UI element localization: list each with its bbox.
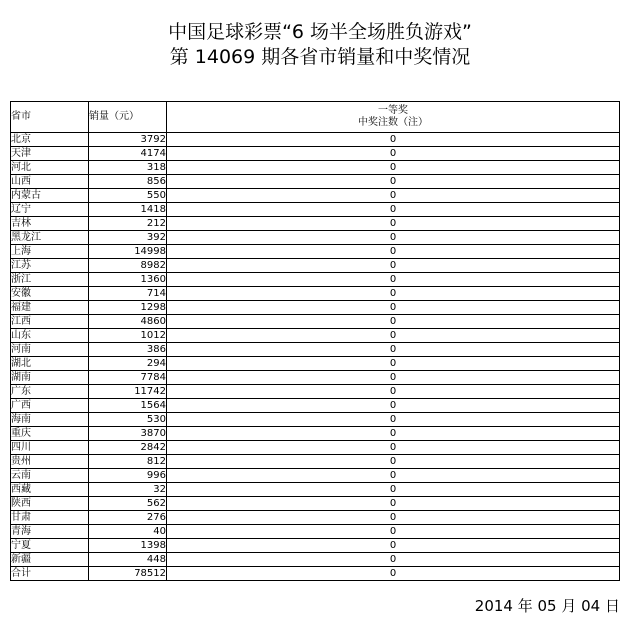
province-cell: 山西 bbox=[11, 175, 89, 189]
table-row bbox=[11, 469, 620, 483]
header-prize-line2: 中奖注数（注） bbox=[358, 117, 428, 128]
sales-cell: 276 bbox=[89, 511, 167, 525]
province-cell: 广东 bbox=[11, 385, 89, 399]
sales-cell: 2842 bbox=[89, 441, 167, 455]
table-row bbox=[11, 133, 620, 147]
table-row bbox=[11, 539, 620, 553]
sales-cell: 562 bbox=[89, 497, 167, 511]
winners-cell: 0 bbox=[167, 357, 620, 371]
table-row bbox=[11, 371, 620, 385]
table-row bbox=[11, 315, 620, 329]
province-cell: 内蒙古 bbox=[11, 189, 89, 203]
sales-cell: 856 bbox=[89, 175, 167, 189]
sales-cell: 448 bbox=[89, 553, 167, 567]
table-body bbox=[11, 133, 620, 581]
winners-cell: 0 bbox=[167, 553, 620, 567]
sales-cell: 1360 bbox=[89, 273, 167, 287]
province-cell: 山东 bbox=[11, 329, 89, 343]
winners-cell: 0 bbox=[167, 217, 620, 231]
table-row bbox=[11, 455, 620, 469]
province-cell: 江西 bbox=[11, 315, 89, 329]
sales-cell: 294 bbox=[89, 357, 167, 371]
province-cell: 广西 bbox=[11, 399, 89, 413]
province-cell: 青海 bbox=[11, 525, 89, 539]
table-row bbox=[11, 189, 620, 203]
sales-cell: 212 bbox=[89, 217, 167, 231]
winners-cell: 0 bbox=[167, 161, 620, 175]
sales-cell: 4860 bbox=[89, 315, 167, 329]
sales-cell: 32 bbox=[89, 483, 167, 497]
winners-cell: 0 bbox=[167, 301, 620, 315]
sales-cell: 1418 bbox=[89, 203, 167, 217]
winners-cell: 0 bbox=[167, 539, 620, 553]
province-cell: 江苏 bbox=[11, 259, 89, 273]
winners-cell: 0 bbox=[167, 455, 620, 469]
sales-table bbox=[10, 101, 620, 581]
table-row bbox=[11, 175, 620, 189]
table-row bbox=[11, 147, 620, 161]
table-row bbox=[11, 483, 620, 497]
winners-cell: 0 bbox=[167, 329, 620, 343]
table-row bbox=[11, 343, 620, 357]
winners-cell: 0 bbox=[167, 371, 620, 385]
table-row bbox=[11, 497, 620, 511]
province-cell: 新疆 bbox=[11, 553, 89, 567]
sales-cell: 1298 bbox=[89, 301, 167, 315]
sales-cell: 392 bbox=[89, 231, 167, 245]
province-cell: 湖南 bbox=[11, 371, 89, 385]
sales-cell: 812 bbox=[89, 455, 167, 469]
winners-cell: 0 bbox=[167, 315, 620, 329]
province-cell: 湖北 bbox=[11, 357, 89, 371]
sales-cell: 386 bbox=[89, 343, 167, 357]
winners-cell: 0 bbox=[167, 245, 620, 259]
province-cell: 辽宁 bbox=[11, 203, 89, 217]
table-row bbox=[11, 217, 620, 231]
winners-cell: 0 bbox=[167, 147, 620, 161]
sales-cell: 3870 bbox=[89, 427, 167, 441]
table-row bbox=[11, 385, 620, 399]
table-row bbox=[11, 427, 620, 441]
sales-cell: 11742 bbox=[89, 385, 167, 399]
province-cell: 上海 bbox=[11, 245, 89, 259]
sales-cell: 40 bbox=[89, 525, 167, 539]
table-row bbox=[11, 231, 620, 245]
sales-cell: 78512 bbox=[89, 567, 167, 581]
table-row bbox=[11, 413, 620, 427]
winners-cell: 0 bbox=[167, 273, 620, 287]
winners-cell: 0 bbox=[167, 525, 620, 539]
winners-cell: 0 bbox=[167, 483, 620, 497]
report-subtitle: 第 14069 期各省市销量和中奖情况 bbox=[169, 46, 471, 68]
province-cell: 甘肃 bbox=[11, 511, 89, 525]
province-cell: 宁夏 bbox=[11, 539, 89, 553]
report-date: 2014 年 05 月 04 日 bbox=[474, 597, 620, 615]
sales-cell: 4174 bbox=[89, 147, 167, 161]
table-row bbox=[11, 511, 620, 525]
table-row bbox=[11, 525, 620, 539]
report-title: 中国足球彩票“6 场半全场胜负游戏” bbox=[168, 21, 472, 43]
winners-cell: 0 bbox=[167, 203, 620, 217]
winners-cell: 0 bbox=[167, 441, 620, 455]
table-row bbox=[11, 161, 620, 175]
header-province: 省市 bbox=[11, 102, 89, 133]
winners-cell: 0 bbox=[167, 399, 620, 413]
table-row bbox=[11, 441, 620, 455]
province-cell: 西藏 bbox=[11, 483, 89, 497]
province-cell: 海南 bbox=[11, 413, 89, 427]
winners-cell: 0 bbox=[167, 413, 620, 427]
province-cell: 北京 bbox=[11, 133, 89, 147]
province-cell: 河北 bbox=[11, 161, 89, 175]
table-row bbox=[11, 357, 620, 371]
winners-cell: 0 bbox=[167, 189, 620, 203]
winners-cell: 0 bbox=[167, 231, 620, 245]
winners-cell: 0 bbox=[167, 511, 620, 525]
sales-cell: 530 bbox=[89, 413, 167, 427]
sales-cell: 550 bbox=[89, 189, 167, 203]
table-row bbox=[11, 245, 620, 259]
winners-cell: 0 bbox=[167, 497, 620, 511]
header-prize-line1: 一等奖 bbox=[378, 105, 408, 116]
table-row bbox=[11, 273, 620, 287]
winners-cell: 0 bbox=[167, 427, 620, 441]
province-cell: 安徽 bbox=[11, 287, 89, 301]
sales-cell: 14998 bbox=[89, 245, 167, 259]
table-row bbox=[11, 287, 620, 301]
sales-cell: 3792 bbox=[89, 133, 167, 147]
sales-cell: 714 bbox=[89, 287, 167, 301]
winners-cell: 0 bbox=[167, 259, 620, 273]
province-cell: 陕西 bbox=[11, 497, 89, 511]
sales-cell: 996 bbox=[89, 469, 167, 483]
province-cell: 黑龙江 bbox=[11, 231, 89, 245]
winners-cell: 0 bbox=[167, 175, 620, 189]
province-cell: 浙江 bbox=[11, 273, 89, 287]
table-row bbox=[11, 553, 620, 567]
province-cell: 重庆 bbox=[11, 427, 89, 441]
table-row bbox=[11, 203, 620, 217]
sales-cell: 1012 bbox=[89, 329, 167, 343]
winners-cell: 0 bbox=[167, 469, 620, 483]
table-row bbox=[11, 399, 620, 413]
header-sales: 销量（元） bbox=[89, 102, 167, 133]
sales-cell: 7784 bbox=[89, 371, 167, 385]
province-cell: 贵州 bbox=[11, 455, 89, 469]
province-cell: 福建 bbox=[11, 301, 89, 315]
sales-cell: 1564 bbox=[89, 399, 167, 413]
table-row bbox=[11, 567, 620, 581]
sales-cell: 8982 bbox=[89, 259, 167, 273]
province-cell: 合计 bbox=[11, 567, 89, 581]
winners-cell: 0 bbox=[167, 385, 620, 399]
winners-cell: 0 bbox=[167, 287, 620, 301]
table-row bbox=[11, 259, 620, 273]
header-first-prize bbox=[167, 102, 620, 133]
province-cell: 云南 bbox=[11, 469, 89, 483]
province-cell: 四川 bbox=[11, 441, 89, 455]
table-header-row bbox=[11, 102, 620, 133]
table-row bbox=[11, 329, 620, 343]
winners-cell: 0 bbox=[167, 343, 620, 357]
sales-cell: 318 bbox=[89, 161, 167, 175]
province-cell: 吉林 bbox=[11, 217, 89, 231]
winners-cell: 0 bbox=[167, 567, 620, 581]
sales-cell: 1398 bbox=[89, 539, 167, 553]
province-cell: 河南 bbox=[11, 343, 89, 357]
table-row bbox=[11, 301, 620, 315]
province-cell: 天津 bbox=[11, 147, 89, 161]
winners-cell: 0 bbox=[167, 133, 620, 147]
